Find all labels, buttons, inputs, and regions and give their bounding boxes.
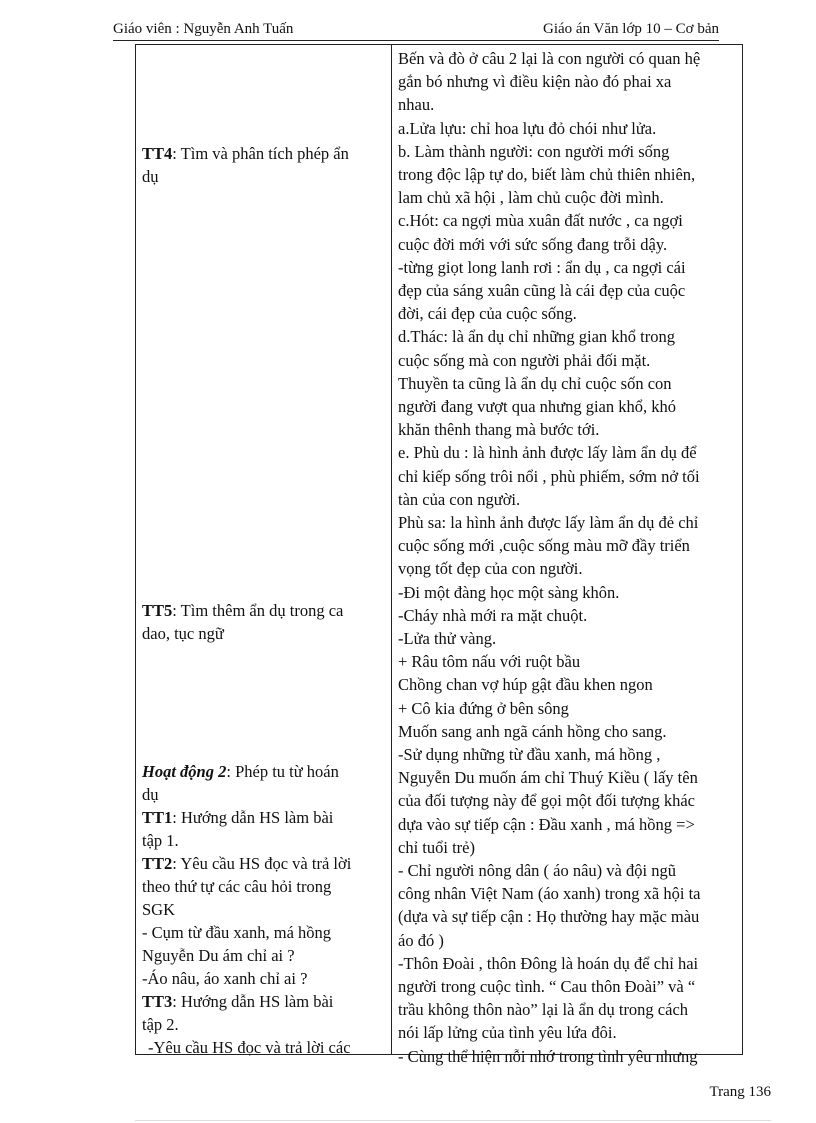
tt3-instruction: -Yêu cầu HS đọc và trả lời các xyxy=(148,1038,351,1057)
question-1-line-1: - Cụm từ đầu xanh, má hồng xyxy=(142,923,332,942)
content-line: đời, cái đẹp của cuộc sống. xyxy=(398,304,577,324)
tt3-line-1: TT3: Hướng dẫn HS làm bài xyxy=(142,992,334,1011)
column-divider xyxy=(391,45,392,1054)
content-line: dựa vào sự tiếp cận : Đầu xanh , má hồng => xyxy=(398,814,695,834)
content-line: -Sử dụng những từ đầu xanh, má hồng , xyxy=(398,745,661,764)
content-line: cuộc đời mới với sức sống đang trỗi dậy. xyxy=(398,234,668,254)
question-2: -Áo nâu, áo xanh chỉ ai ? xyxy=(142,969,308,988)
content-line: d.Thác: là ẩn dụ chỉ những gian khổ trong xyxy=(398,327,676,347)
content-line: gắn bó nhưng vì điều kiện nào đó phai xa xyxy=(398,72,672,92)
content-line: cuộc sống mới ,cuộc sống màu mỡ đầy triển xyxy=(398,536,690,556)
tt5-line-2: dao, tục ngữ xyxy=(142,624,224,643)
content-line: trong độc lập tự do, biết làm chủ thiên nhiên, xyxy=(398,165,696,184)
content-line: chỉ tuổi trẻ) xyxy=(398,837,475,857)
tt2-line-2: theo thứ tự các câu hỏi trong xyxy=(142,877,332,896)
tt3-line-2: tập 2. xyxy=(142,1015,179,1034)
tt4-line-2: dụ xyxy=(142,167,159,186)
content-line: khăn thênh thang mà bước tới. xyxy=(398,420,600,440)
tt1-line-2: tập 1. xyxy=(142,831,179,850)
content-line: cuộc sống mà con người phải đối mặt. xyxy=(398,350,651,370)
lesson-title: Giáo án Văn lớp 10 – Cơ bản xyxy=(543,21,719,37)
tt1-line-1: TT1: Hướng dẫn HS làm bài xyxy=(142,808,334,827)
tt2-line-3: SGK xyxy=(142,900,176,919)
content-line: công nhân Việt Nam (áo xanh) trong xã hội ta xyxy=(398,884,701,904)
content-line: Nguyễn Du muốn ám chỉ Thuý Kiều ( lấy tên xyxy=(398,768,698,788)
content-line: -Thôn Đoài , thôn Đông là hoán dụ để chỉ hai xyxy=(398,953,699,973)
content-line: trầu không thôn nào” lại là ẩn dụ trong cách xyxy=(398,1000,689,1020)
teacher-name: Giáo viên : Nguyễn Anh Tuấn xyxy=(113,21,294,37)
content-line: -Lửa thử vàng. xyxy=(398,629,497,648)
content-line: + Cô kia đứng ở bên sông xyxy=(398,698,569,718)
content-line: áo đó ) xyxy=(398,930,444,950)
left-column xyxy=(142,45,386,1057)
content-line: Muốn sang anh ngã cánh hồng cho sang. xyxy=(398,721,667,741)
content-line: + Râu tôm nấu với ruột bầu xyxy=(398,652,581,672)
content-line: nói lấp lửng của tình yêu lứa đôi. xyxy=(398,1023,617,1043)
page-header xyxy=(113,18,719,41)
content-line: - Chỉ người nông dân ( áo nâu) và đội ngũ xyxy=(398,861,676,880)
content-line: -Đi một đàng học một sàng khôn. xyxy=(398,582,620,602)
content-line: - Cùng thể hiện nỗi nhớ trong tình yêu nhưng xyxy=(398,1046,698,1066)
question-1-line-2: Nguyễn Du ám chỉ ai ? xyxy=(142,946,295,965)
content-line: của đối tượng này để gọi một đối tượng khác xyxy=(398,791,695,811)
content-line: c.Hót: ca ngợi mùa xuân đất nước , ca ngợi xyxy=(398,211,683,231)
right-column xyxy=(398,45,740,1066)
content-line: người đang vượt qua nhưng gian khổ, khó xyxy=(398,397,677,416)
content-line: tàn của con người. xyxy=(398,489,521,509)
content-line: vọng tốt đẹp của con người. xyxy=(398,559,583,579)
hd2-line-2: dụ xyxy=(142,785,159,804)
content-line: Thuyền ta cũng là ẩn dụ chỉ cuộc sốn con xyxy=(398,373,672,393)
page-number: Trang 136 xyxy=(709,1084,771,1100)
lesson-table xyxy=(135,44,743,1066)
content-line: Phù sa: la hình ảnh được lấy làm ẩn dụ đẻ chỉ xyxy=(398,513,699,532)
hd2-line-1: Hoạt động 2: Phép tu từ hoán xyxy=(142,762,339,781)
content-line: -từng giọt long lanh rơi : ẩn dụ , ca ngợi cái xyxy=(398,257,686,277)
tt5-line-1: TT5: Tìm thêm ẩn dụ trong ca xyxy=(142,601,344,620)
tt4-line-1: TT4: Tìm và phân tích phép ẩn xyxy=(142,144,349,163)
content-line: lam chủ xã hội , làm chủ cuộc đời mình. xyxy=(398,188,664,208)
content-line: b. Làm thành người: con người mới sống xyxy=(398,141,670,161)
content-line: chỉ kiếp sống trôi nổi , phù phiếm, sớm nở tối xyxy=(398,466,700,486)
content-line: đẹp của sáng xuân cũng là cái đẹp của cuộc xyxy=(398,281,686,300)
footer-rule xyxy=(135,1120,771,1121)
content-line: Bến và đò ở câu 2 lại là con người có quan hệ xyxy=(398,49,701,68)
content-line: e. Phù du : là hình ảnh được lấy làm ẩn dụ để xyxy=(398,443,697,463)
content-line: nhau. xyxy=(398,95,435,115)
tt2-line-1: TT2: Yêu cầu HS đọc và trả lời xyxy=(142,854,352,873)
content-line: -Cháy nhà mới ra mặt chuột. xyxy=(398,605,588,625)
content-line: Chồng chan vợ húp gật đầu khen ngon xyxy=(398,675,653,695)
content-line: a.Lửa lựu: chỉ hoa lựu đỏ chói như lửa. xyxy=(398,118,657,138)
content-line: người trong cuộc tình. “ Cau thôn Đoài” và “ xyxy=(398,977,696,996)
content-line: (dựa và sự tiếp cận : Họ thường hay mặc màu xyxy=(398,907,700,927)
